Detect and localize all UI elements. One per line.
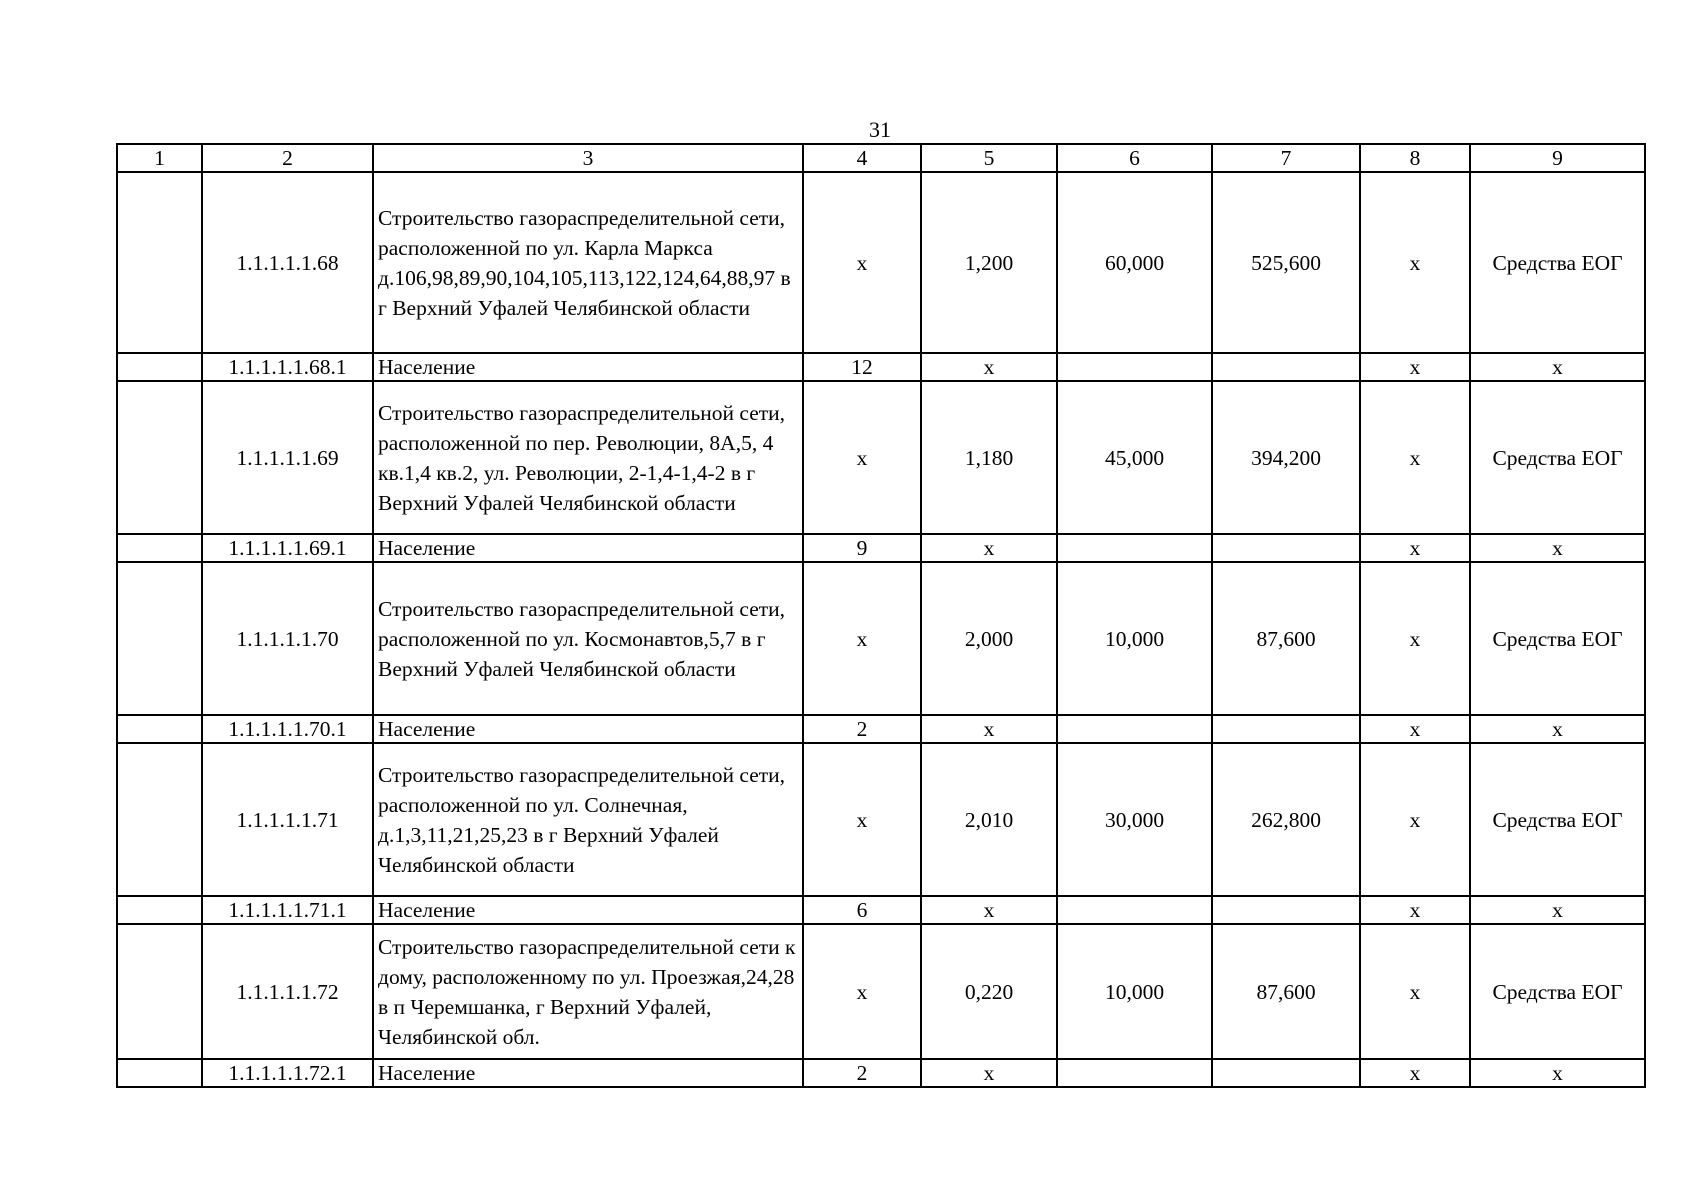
col6-cell (1057, 534, 1212, 562)
col7-cell: 525,600 (1212, 172, 1360, 353)
col4-cell: x (803, 743, 921, 896)
table-subrow (117, 1059, 1645, 1087)
funding-source-cell: Средства ЕОГ (1470, 381, 1645, 534)
table-subrow (117, 896, 1645, 924)
col5-cell: 2,010 (921, 743, 1057, 896)
row-index-cell (117, 534, 202, 562)
row-index-cell (117, 896, 202, 924)
col8-cell: x (1360, 896, 1470, 924)
row-index-cell (117, 924, 202, 1059)
col8-cell: x (1360, 562, 1470, 715)
description-cell: Население (373, 1059, 803, 1087)
col8-cell: x (1360, 172, 1470, 353)
header-cell-4: 4 (803, 144, 921, 172)
col8-cell: x (1360, 743, 1470, 896)
header-cell-8: 8 (1360, 144, 1470, 172)
col4-cell: 6 (803, 896, 921, 924)
description-cell: Население (373, 353, 803, 381)
col6-cell (1057, 353, 1212, 381)
funding-source-cell: x (1470, 896, 1645, 924)
description-cell: Строительство газораспределительной сети, расположенной по ул. Солнечная, д.1,3,11,21,25,23 в г Верхний Уфалей Челябинской области (373, 743, 803, 896)
header-cell-7: 7 (1212, 144, 1360, 172)
row-index-cell (117, 381, 202, 534)
col4-cell: 2 (803, 1059, 921, 1087)
header-cell-2: 2 (202, 144, 373, 172)
col5-cell: 1,200 (921, 172, 1057, 353)
item-code-cell: 1.1.1.1.1.70 (202, 562, 373, 715)
table-row (117, 172, 1645, 353)
col8-cell: x (1360, 534, 1470, 562)
col6-cell: 45,000 (1057, 381, 1212, 534)
funding-source-cell: x (1470, 353, 1645, 381)
col7-cell (1212, 715, 1360, 743)
col7-cell (1212, 896, 1360, 924)
header-cell-6: 6 (1057, 144, 1212, 172)
description-cell: Строительство газораспределительной сети к дому, расположенному по ул. Проезжая,24,28 в п Черемшанка, г Верхний Уфалей, Челябинской обл. (373, 924, 803, 1059)
col7-cell (1212, 353, 1360, 381)
col5-cell: x (921, 1059, 1057, 1087)
item-code-cell: 1.1.1.1.1.68.1 (202, 353, 373, 381)
table-row (117, 381, 1645, 534)
funding-source-cell: Средства ЕОГ (1470, 562, 1645, 715)
col4-cell: x (803, 562, 921, 715)
col6-cell (1057, 715, 1212, 743)
col6-cell: 60,000 (1057, 172, 1212, 353)
table-row (117, 562, 1645, 715)
col5-cell: x (921, 715, 1057, 743)
description-cell: Строительство газораспределительной сети, расположенной по ул. Карла Маркса д.106,98,89,90,104,105,113,122,124,64,88,97 в г Верхний Уфалей Челябинской области (373, 172, 803, 353)
col5-cell: x (921, 534, 1057, 562)
col7-cell: 262,800 (1212, 743, 1360, 896)
table-subrow (117, 534, 1645, 562)
item-code-cell: 1.1.1.1.1.69.1 (202, 534, 373, 562)
col5-cell: 1,180 (921, 381, 1057, 534)
item-code-cell: 1.1.1.1.1.69 (202, 381, 373, 534)
table-row (117, 924, 1645, 1059)
header-cell-1: 1 (117, 144, 202, 172)
item-code-cell: 1.1.1.1.1.68 (202, 172, 373, 353)
col8-cell: x (1360, 924, 1470, 1059)
row-index-cell (117, 562, 202, 715)
funding-source-cell: x (1470, 534, 1645, 562)
col8-cell: x (1360, 715, 1470, 743)
header-cell-9: 9 (1470, 144, 1645, 172)
col8-cell: x (1360, 381, 1470, 534)
row-index-cell (117, 743, 202, 896)
col8-cell: x (1360, 1059, 1470, 1087)
col7-cell (1212, 534, 1360, 562)
col5-cell: 0,220 (921, 924, 1057, 1059)
col6-cell (1057, 1059, 1212, 1087)
table-subrow (117, 715, 1645, 743)
page-number: 31 (869, 117, 891, 142)
col7-cell: 87,600 (1212, 562, 1360, 715)
description-cell: Строительство газораспределительной сети, расположенной по ул. Космонавтов,5,7 в г Верхний Уфалей Челябинской области (373, 562, 803, 715)
description-cell: Население (373, 715, 803, 743)
table-subrow (117, 353, 1645, 381)
col4-cell: x (803, 381, 921, 534)
row-index-cell (117, 172, 202, 353)
item-code-cell: 1.1.1.1.1.72 (202, 924, 373, 1059)
col7-cell (1212, 1059, 1360, 1087)
funding-source-cell: x (1470, 1059, 1645, 1087)
header-cell-5: 5 (921, 144, 1057, 172)
col4-cell: 2 (803, 715, 921, 743)
funding-source-cell: Средства ЕОГ (1470, 172, 1645, 353)
col4-cell: 9 (803, 534, 921, 562)
col4-cell: x (803, 924, 921, 1059)
col4-cell: 12 (803, 353, 921, 381)
funding-source-cell: x (1470, 715, 1645, 743)
col6-cell: 10,000 (1057, 562, 1212, 715)
col7-cell: 394,200 (1212, 381, 1360, 534)
item-code-cell: 1.1.1.1.1.71 (202, 743, 373, 896)
description-cell: Население (373, 896, 803, 924)
item-code-cell: 1.1.1.1.1.70.1 (202, 715, 373, 743)
header-row (117, 144, 1645, 172)
funding-source-cell: Средства ЕОГ (1470, 743, 1645, 896)
col4-cell: x (803, 172, 921, 353)
description-cell: Строительство газораспределительной сети, расположенной по пер. Революции, 8А,5, 4 кв.1,4 кв.2, ул. Революции, 2-1,4-1,4-2 в г Верхний Уфалей Челябинской области (373, 381, 803, 534)
col6-cell: 10,000 (1057, 924, 1212, 1059)
item-code-cell: 1.1.1.1.1.71.1 (202, 896, 373, 924)
col7-cell: 87,600 (1212, 924, 1360, 1059)
item-code-cell: 1.1.1.1.1.72.1 (202, 1059, 373, 1087)
col6-cell (1057, 896, 1212, 924)
description-cell: Население (373, 534, 803, 562)
row-index-cell (117, 353, 202, 381)
col5-cell: x (921, 353, 1057, 381)
row-index-cell (117, 1059, 202, 1087)
header-cell-3: 3 (373, 144, 803, 172)
col5-cell: x (921, 896, 1057, 924)
col6-cell: 30,000 (1057, 743, 1212, 896)
row-index-cell (117, 715, 202, 743)
col5-cell: 2,000 (921, 562, 1057, 715)
funding-source-cell: Средства ЕОГ (1470, 924, 1645, 1059)
table-row (117, 743, 1645, 896)
data-table (116, 143, 1646, 1088)
col8-cell: x (1360, 353, 1470, 381)
